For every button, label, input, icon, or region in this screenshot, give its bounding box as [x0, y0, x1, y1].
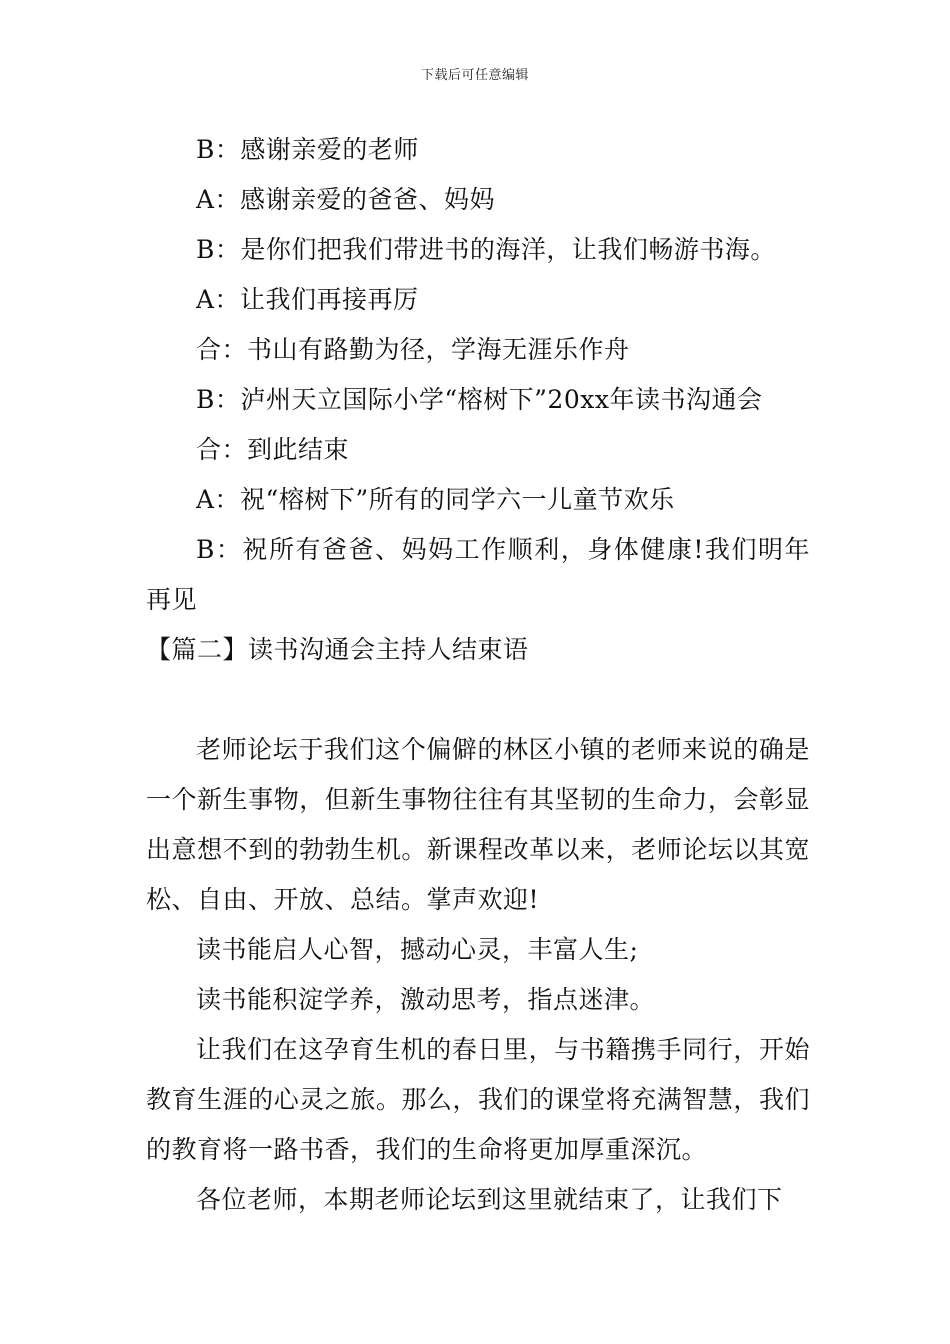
- page-header: 下载后可任意编辑: [420, 68, 529, 83]
- dialogue-line: A：感谢亲爱的爸爸、妈妈: [196, 185, 496, 214]
- document-body: [146, 125, 810, 1225]
- dialogue-line: B：是你们把我们带进书的海洋，让我们畅游书海。: [196, 235, 776, 264]
- section-title: 【篇二】读书沟通会主持人结束语: [146, 635, 529, 664]
- blank-line: [146, 675, 810, 725]
- dialogue-line: A：让我们再接再厉: [196, 285, 419, 314]
- dialogue-line: A：祝“榕树下”所有的同学六一儿童节欢乐: [196, 485, 675, 514]
- dialogue-line: B：泸州天立国际小学“榕树下”20xx年读书沟通会: [196, 385, 763, 414]
- dialogue-line: B：感谢亲爱的老师: [196, 135, 419, 164]
- body-paragraph: 各位老师，本期老师论坛到这里就结束了，让我们下: [196, 1185, 783, 1214]
- dialogue-line: 合：书山有路勤为径，学海无涯乐作舟: [196, 335, 630, 364]
- body-paragraph: 让我们在这孕育生机的春日里，与书籍携手同行，开始教育生涯的心灵之旅。那么，我们的课堂将充满智慧，我们的教育将一路书香，我们的生命将更加厚重深沉。: [146, 1035, 810, 1164]
- body-paragraph: 读书能积淀学养，激动思考，指点迷津。: [196, 985, 656, 1014]
- body-paragraph: 读书能启人心智，撼动心灵，丰富人生;: [196, 935, 639, 964]
- closing-line: B：祝所有爸爸、妈妈工作顺利，身体健康!我们明年再见: [146, 535, 810, 614]
- dialogue-line: 合：到此结束: [196, 435, 350, 464]
- body-paragraph: 老师论坛于我们这个偏僻的林区小镇的老师来说的确是一个新生事物，但新生事物往往有其坚韧的生命力，会彰显出意想不到的勃勃生机。新课程改革以来，老师论坛以其宽松、自由、开放、总结。掌声欢迎!: [146, 735, 810, 914]
